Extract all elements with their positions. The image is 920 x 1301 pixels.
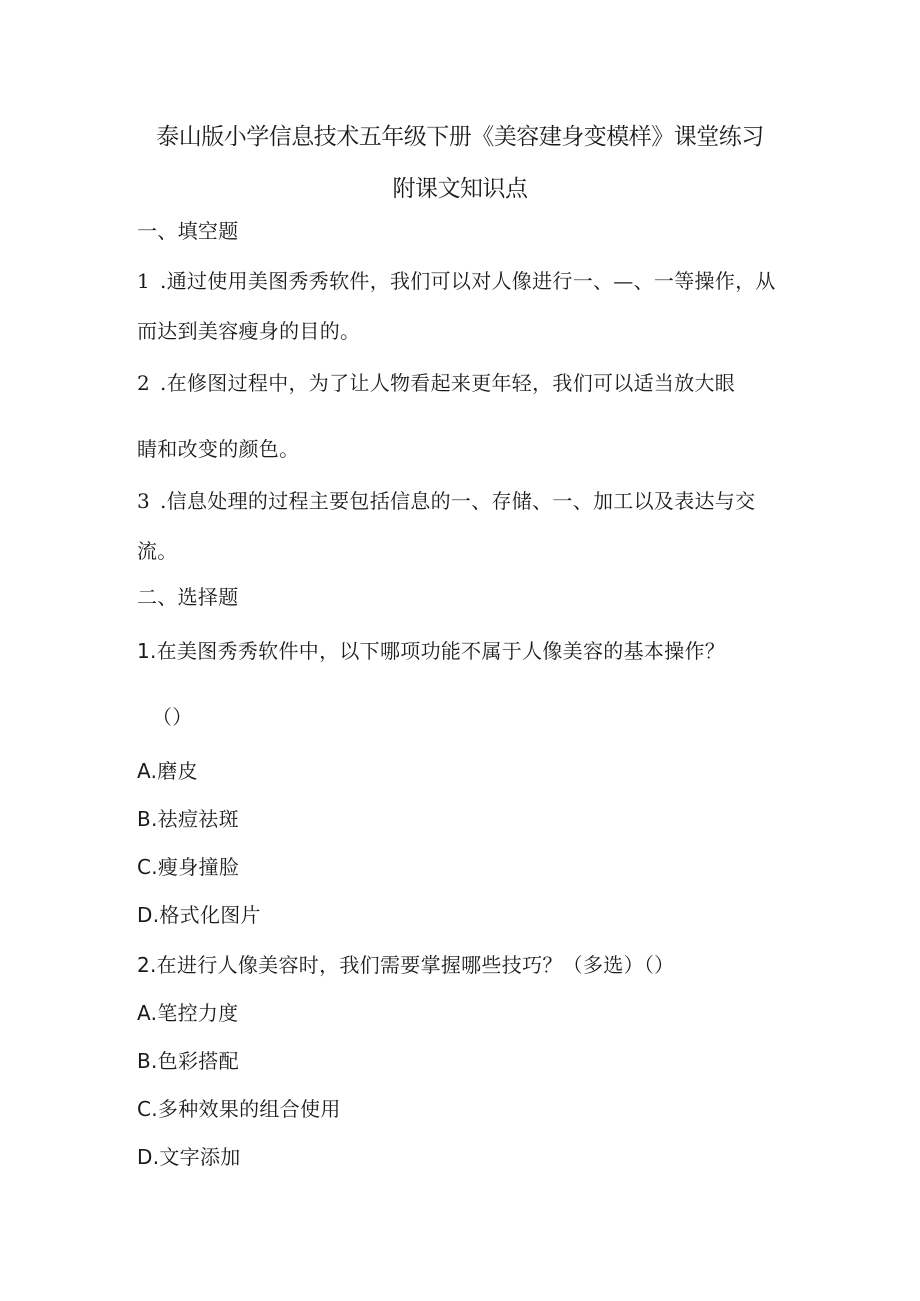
choice-option: C.多种效果的组合使用	[137, 1097, 341, 1121]
fill-question-3	[137, 488, 755, 514]
question-text: .信息处理的过程主要包括信息的一、存储、一、加工以及表达与交	[160, 489, 756, 513]
fill-question-1	[137, 268, 776, 294]
choice-question-1: 1.在美图秀秀软件中，以下哪项功能不属于人像美容的基本操作？	[137, 639, 726, 663]
document-subtitle: 附课文知识点	[392, 176, 528, 202]
question-text: .通过使用美图秀秀软件，我们可以对人像进行一、—、一等操作，从	[160, 269, 776, 293]
fill-question-2	[137, 370, 735, 396]
document-title: 泰山版小学信息技术五年级下册《美容建身变模样》课堂练习	[156, 124, 764, 150]
choice-question-2: 2.在进行人像美容时，我们需要掌握哪些技巧？（多选）（）	[137, 953, 675, 977]
choice-option: A.磨皮	[137, 759, 198, 783]
fill-question-1-cont: 而达到美容瘦身的目的。	[137, 319, 361, 343]
choice-option: D.格式化图片	[137, 903, 261, 927]
question-number: 3	[137, 489, 151, 513]
choice-option: B.色彩搭配	[137, 1049, 239, 1073]
question-text: .在修图过程中，为了让人物看起来更年轻，我们可以适当放大眼	[160, 371, 736, 395]
answer-blank: （）	[152, 705, 193, 729]
choice-option: D.文字添加	[137, 1145, 241, 1169]
section-heading-fill-in: 一、填空题	[137, 219, 239, 243]
fill-question-2-cont: 睛和改变的颜色。	[137, 437, 300, 461]
choice-option: B.祛痘祛斑	[137, 807, 239, 831]
question-number: 2	[137, 371, 151, 395]
question-number: 1	[137, 269, 151, 293]
section-heading-choice: 二、选择题	[137, 585, 239, 609]
choice-option: C.瘦身撞脸	[137, 855, 240, 879]
fill-question-3-cont: 流。	[137, 539, 178, 563]
choice-option: A.笔控力度	[137, 1001, 239, 1025]
